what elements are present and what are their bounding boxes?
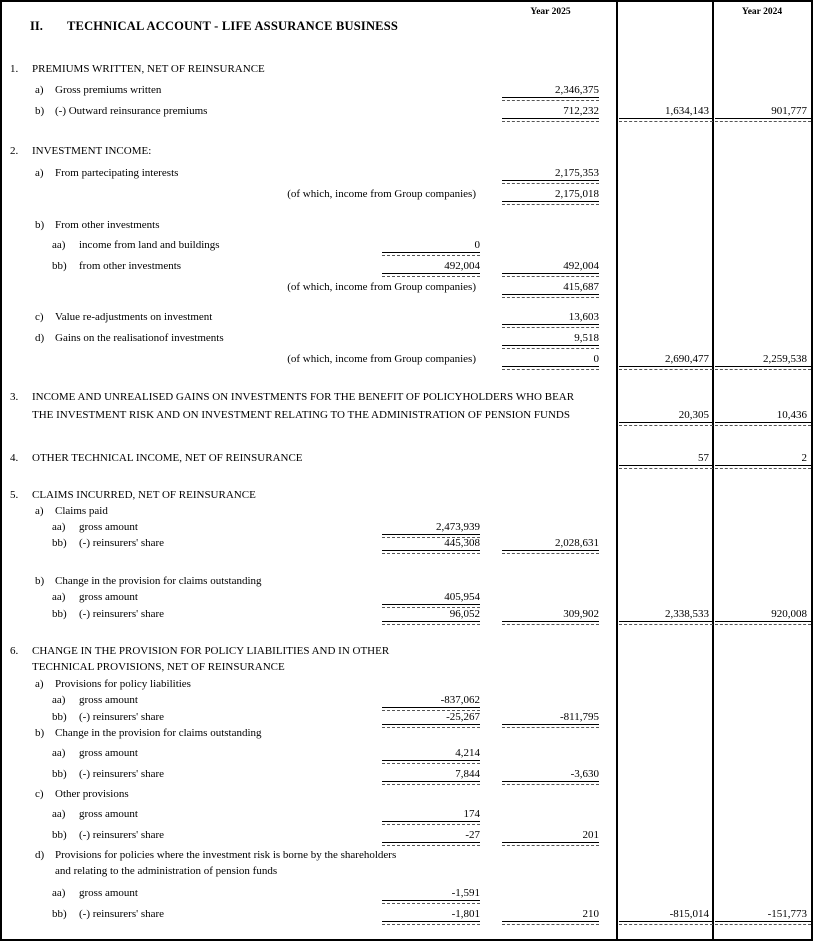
item-tag: aa): [52, 887, 66, 899]
section-number: 4.: [10, 452, 19, 464]
row-s2c: [2, 310, 811, 327]
row-s2d-ofwhich: [2, 352, 811, 369]
item-tag: bb): [52, 908, 67, 920]
value-col2: -811,795: [502, 710, 599, 725]
item-label: gross amount: [79, 694, 138, 706]
item-label-line1: Provisions for policies where the investment risk is borne by the shareholders: [55, 849, 397, 861]
value-year-2024: 901,777: [715, 104, 811, 119]
section-number: 6.: [10, 645, 19, 657]
row-s2b: [2, 218, 811, 235]
row-s5a-bb: [2, 536, 811, 553]
value-col2: 2,175,018: [502, 187, 599, 202]
value-col1: -25,267: [382, 710, 480, 725]
item-label: Other provisions: [55, 788, 129, 800]
value-total-2025: 1,634,143: [619, 104, 713, 119]
item-tag: bb): [52, 608, 67, 620]
value-col1: 96,052: [382, 607, 480, 622]
value-col2: 2,175,353: [502, 166, 599, 181]
item-label: gross amount: [79, 521, 138, 533]
item-tag: d): [35, 849, 45, 861]
item-label: from other investments: [79, 260, 182, 272]
item-tag: a): [35, 678, 44, 690]
section-title: PREMIUMS WRITTEN, NET OF REINSURANCE: [32, 63, 265, 75]
item-label: Gross premiums written: [55, 84, 162, 96]
row-s2b-aa: [2, 238, 811, 255]
section-title-line1: CHANGE IN THE PROVISION FOR POLICY LIABILITIES AND IN OTHER: [32, 645, 390, 657]
value-year-2024: -151,773: [715, 907, 811, 922]
section-title: INVESTMENT INCOME:: [32, 145, 152, 157]
item-tag: b): [35, 219, 45, 231]
value-year-2024: 2,259,538: [715, 352, 811, 367]
item-label: (-) reinsurers' share: [79, 829, 165, 841]
value-year-2024: 10,436: [715, 408, 811, 423]
item-label: Change in the provision for claims outstanding: [55, 575, 262, 587]
value-col2: 201: [502, 828, 599, 843]
row-s6d-bb: [2, 907, 811, 924]
section-3-line2: [2, 408, 811, 425]
item-label: (-) reinsurers' share: [79, 711, 165, 723]
value-col2: 712,232: [502, 104, 599, 119]
item-tag: bb): [52, 537, 67, 549]
value-col1: 2,473,939: [382, 520, 480, 535]
value-col1: 7,844: [382, 767, 480, 782]
row-s2b-bb: [2, 259, 811, 276]
row-s5b-aa: [2, 590, 811, 607]
section-1-header: [2, 62, 811, 79]
doc-number: II.: [30, 19, 43, 33]
item-label: (-) Outward reinsurance premiums: [55, 105, 208, 117]
row-s6c-bb: [2, 828, 811, 845]
item-tag: bb): [52, 260, 67, 272]
item-tag: d): [35, 332, 45, 344]
section-title-line1: INCOME AND UNREALISED GAINS ON INVESTMENTS FOR THE BENEFIT OF POLICYHOLDERS WHO BEAR: [32, 391, 575, 403]
row-s1a: [2, 83, 811, 100]
section-title: CLAIMS INCURRED, NET OF REINSURANCE: [32, 489, 256, 501]
row-s2a: [2, 166, 811, 183]
page-title: TECHNICAL ACCOUNT - LIFE ASSURANCE BUSINESS: [67, 19, 399, 33]
item-label: Change in the provision for claims outstanding: [55, 727, 262, 739]
value-total-2025: 57: [619, 451, 713, 466]
item-tag: a): [35, 505, 44, 517]
of-which-label: (of which, income from Group companies): [287, 353, 476, 365]
item-tag: aa): [52, 747, 66, 759]
section-4-header: [2, 451, 811, 468]
item-label: (-) reinsurers' share: [79, 908, 165, 920]
section-6-line1: [2, 644, 811, 661]
row-s6d-aa: [2, 886, 811, 903]
item-tag: c): [35, 788, 44, 800]
value-col2: -3,630: [502, 767, 599, 782]
row-s2b-ofwhich: [2, 280, 811, 297]
value-col2: 415,687: [502, 280, 599, 295]
section-number: 3.: [10, 391, 19, 403]
column-header-year-2025: Year 2025: [530, 7, 571, 17]
item-tag: aa): [52, 808, 66, 820]
row-s5b-bb: [2, 607, 811, 624]
row-s6d-line1: [2, 848, 811, 865]
value-col2: 13,603: [502, 310, 599, 325]
value-col2: 9,518: [502, 331, 599, 346]
value-total-2025: 2,338,533: [619, 607, 713, 622]
value-col1: -27: [382, 828, 480, 843]
section-title-line2: THE INVESTMENT RISK AND ON INVESTMENT RELATING TO THE ADMINISTRATION OF PENSION FUNDS: [32, 409, 570, 421]
row-s6c-aa: [2, 807, 811, 824]
item-label: income from land and buildings: [79, 239, 220, 251]
of-which-label: (of which, income from Group companies): [287, 281, 476, 293]
value-col1: 0: [382, 238, 480, 253]
item-tag: aa): [52, 694, 66, 706]
row-s5b: [2, 574, 811, 591]
row-s5a: [2, 504, 811, 521]
value-total-2025: 2,690,477: [619, 352, 713, 367]
value-col2: 2,028,631: [502, 536, 599, 551]
section-title-line2: TECHNICAL PROVISIONS, NET OF REINSURANCE: [32, 661, 285, 673]
item-label: Gains on the realisationof investments: [55, 332, 224, 344]
value-col1: 405,954: [382, 590, 480, 605]
row-s6b-bb: [2, 767, 811, 784]
value-col2: 210: [502, 907, 599, 922]
section-number: 2.: [10, 145, 19, 157]
value-col1: 174: [382, 807, 480, 822]
row-s1b: [2, 104, 811, 121]
row-s6a-aa: [2, 693, 811, 710]
item-label: gross amount: [79, 591, 138, 603]
value-year-2024: 2: [715, 451, 811, 466]
section-2-header: [2, 144, 811, 161]
item-label: gross amount: [79, 747, 138, 759]
row-s6c: [2, 787, 811, 804]
item-label-line2: and relating to the administration of pension funds: [55, 865, 278, 877]
item-tag: aa): [52, 239, 66, 251]
item-tag: b): [35, 575, 45, 587]
item-label: From other investments: [55, 219, 160, 231]
row-s5a-aa: [2, 520, 811, 537]
of-which-label: (of which, income from Group companies): [287, 188, 476, 200]
item-label: Claims paid: [55, 505, 108, 517]
value-total-2025: -815,014: [619, 907, 713, 922]
row-s6a: [2, 677, 811, 694]
value-col2: 309,902: [502, 607, 599, 622]
item-tag: bb): [52, 829, 67, 841]
section-6-line2: [2, 660, 811, 677]
section-number: 1.: [10, 63, 19, 75]
item-tag: bb): [52, 768, 67, 780]
value-col1: 4,214: [382, 746, 480, 761]
item-label: (-) reinsurers' share: [79, 768, 165, 780]
value-col1: 445,308: [382, 536, 480, 551]
section-5-header: [2, 488, 811, 505]
item-tag: bb): [52, 711, 67, 723]
column-header-year-2024: Year 2024: [741, 7, 783, 17]
row-s6b: [2, 726, 811, 743]
item-tag: b): [35, 105, 45, 117]
item-label: From partecipating interests: [55, 167, 179, 179]
section-title: OTHER TECHNICAL INCOME, NET OF REINSURANCE: [32, 452, 303, 464]
item-label: gross amount: [79, 808, 138, 820]
section-3-line1: [2, 390, 811, 407]
value-col2: 0: [502, 352, 599, 367]
item-label: gross amount: [79, 887, 138, 899]
value-col1: -837,062: [382, 693, 480, 708]
value-col2: 492,004: [502, 259, 599, 274]
item-tag: c): [35, 311, 44, 323]
value-year-2024: 920,008: [715, 607, 811, 622]
row-s6a-bb: [2, 710, 811, 727]
section-number: 5.: [10, 489, 19, 501]
row-s6b-aa: [2, 746, 811, 763]
item-label: Provisions for policy liabilities: [55, 678, 191, 690]
row-s6d-line2: [2, 864, 811, 881]
item-tag: b): [35, 727, 45, 739]
item-tag: a): [35, 84, 44, 96]
value-col1: 492,004: [382, 259, 480, 274]
row-s2a-ofwhich: [2, 187, 811, 204]
value-total-2025: 20,305: [619, 408, 713, 423]
value-col2: 2,346,375: [502, 83, 599, 98]
row-s2d: [2, 331, 811, 348]
item-label: (-) reinsurers' share: [79, 537, 165, 549]
item-tag: a): [35, 167, 44, 179]
item-label: (-) reinsurers' share: [79, 608, 165, 620]
item-label: Value re-adjustments on investment: [55, 311, 213, 323]
value-col1: -1,801: [382, 907, 480, 922]
item-tag: aa): [52, 591, 66, 603]
value-col1: -1,591: [382, 886, 480, 901]
item-tag: aa): [52, 521, 66, 533]
